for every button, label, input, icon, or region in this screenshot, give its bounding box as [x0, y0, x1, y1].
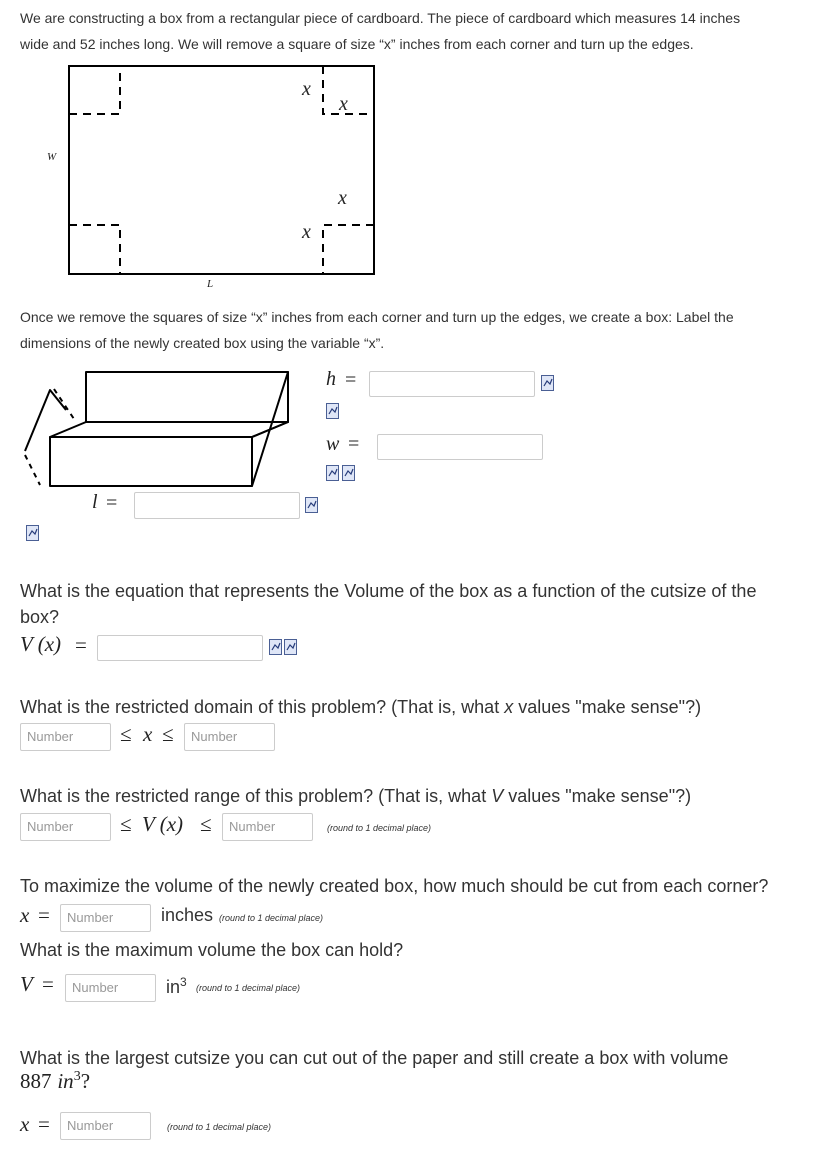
volume-function-input[interactable]: [97, 635, 263, 661]
intro-line-2: wide and 52 inches long. We will remove a square of size “x” inches from each corner and turn up the edges.: [20, 36, 694, 52]
domain-var-x: x: [143, 722, 153, 746]
largest-cut-volume-unit: in: [57, 1069, 74, 1093]
diagram-w-label: W: [47, 151, 57, 163]
range-min-input[interactable]: Number: [20, 813, 111, 841]
preview-icon[interactable]: [26, 525, 39, 541]
max-volume-equals: =: [42, 972, 54, 996]
preview-icon[interactable]: [305, 497, 318, 513]
max-volume-input[interactable]: Number: [65, 974, 156, 1002]
w-label: w: [326, 433, 340, 455]
l-label: l: [92, 491, 98, 513]
max-volume-var: V: [20, 972, 33, 996]
h-input[interactable]: [369, 371, 535, 397]
w-equals: =: [348, 433, 360, 455]
domain-min-input[interactable]: Number: [20, 723, 111, 751]
preview-icon[interactable]: [269, 639, 282, 655]
domain-max-input[interactable]: Number: [184, 723, 275, 751]
l-equals: =: [106, 492, 118, 514]
max-cut-input[interactable]: Number: [60, 904, 151, 932]
diagram-x-label-bottom: x: [302, 221, 311, 243]
preview-icon[interactable]: [541, 375, 554, 391]
largest-cut-volume: [20, 1069, 90, 1094]
largest-cut-round-note: (round to 1 decimal place): [167, 1122, 272, 1132]
h-equals: =: [345, 369, 357, 391]
largest-cut-question-mark: ?: [80, 1069, 91, 1093]
volume-question-line-2: box?: [20, 607, 60, 627]
range-max-input[interactable]: Number: [222, 813, 313, 841]
diagram-x-label-right: x: [338, 187, 347, 209]
max-volume-unit-base: in: [166, 977, 181, 997]
max-volume-unit-exponent: 3: [180, 975, 187, 989]
range-fn: V (x): [142, 812, 184, 836]
domain-question-text-end: values "make sense"?): [513, 697, 702, 717]
max-cut-question: To maximize the volume of the newly created box, how much should be cut from each corner?: [20, 876, 769, 896]
domain-question-var: x: [504, 697, 514, 717]
domain-question: [20, 694, 701, 720]
help-icon[interactable]: [284, 639, 297, 655]
preview-icon[interactable]: [326, 465, 339, 481]
cardboard-diagram: [0, 55, 400, 300]
diagram-x-label-top-left: x: [302, 78, 311, 100]
max-cut-equals: =: [38, 903, 50, 927]
max-cut-round-note: (round to 1 decimal place): [219, 913, 324, 923]
largest-cut-var: x: [20, 1112, 30, 1136]
max-volume-round-note: (round to 1 decimal place): [196, 983, 301, 993]
largest-cut-input[interactable]: Number: [60, 1112, 151, 1140]
h-label: h: [326, 368, 336, 390]
help-icon[interactable]: [342, 465, 355, 481]
box-prompt-line-2: dimensions of the newly created box using the variable “x”.: [20, 335, 385, 351]
l-input[interactable]: [134, 492, 300, 519]
range-question-text: What is the restricted range of this problem? (That is, what: [20, 786, 492, 806]
max-cut-unit: inches: [161, 905, 214, 925]
largest-cut-volume-value: 887: [20, 1069, 52, 1093]
diagram-l-label: L: [207, 278, 214, 290]
diagram-x-label-top-right: x: [339, 93, 348, 115]
range-question-var: V: [491, 786, 504, 806]
volume-equals: =: [75, 633, 87, 657]
volume-lhs: V (x): [20, 632, 62, 656]
box-diagram: [18, 365, 308, 495]
volume-question-line-1: What is the equation that represents the Volume of the box as a function of the cutsize of the: [20, 581, 757, 601]
largest-cut-volume-exponent: 3: [73, 1069, 81, 1084]
range-leq-1: ≤: [120, 812, 132, 836]
largest-cut-equals: =: [38, 1112, 50, 1136]
max-volume-question: What is the maximum volume the box can hold?: [20, 940, 404, 960]
max-cut-var: x: [20, 903, 30, 927]
range-question: [20, 783, 691, 809]
domain-leq-1: ≤: [120, 722, 132, 746]
range-question-text-end: values "make sense"?): [503, 786, 692, 806]
preview-icon[interactable]: [326, 403, 339, 419]
w-input[interactable]: [377, 434, 543, 460]
max-volume-unit: [166, 975, 187, 998]
range-round-note: (round to 1 decimal place): [327, 823, 432, 833]
domain-question-text: What is the restricted domain of this problem? (That is, what: [20, 697, 505, 717]
box-prompt-line-1: Once we remove the squares of size “x” inches from each corner and turn up the edges, we create a box: Label the: [20, 309, 734, 325]
largest-cut-question: What is the largest cutsize you can cut out of the paper and still create a box with volume: [20, 1048, 729, 1068]
range-leq-2: ≤: [200, 812, 212, 836]
domain-leq-2: ≤: [162, 722, 174, 746]
intro-line-1: We are constructing a box from a rectangular piece of cardboard. The piece of cardboard which measures 14 inches: [20, 10, 741, 26]
